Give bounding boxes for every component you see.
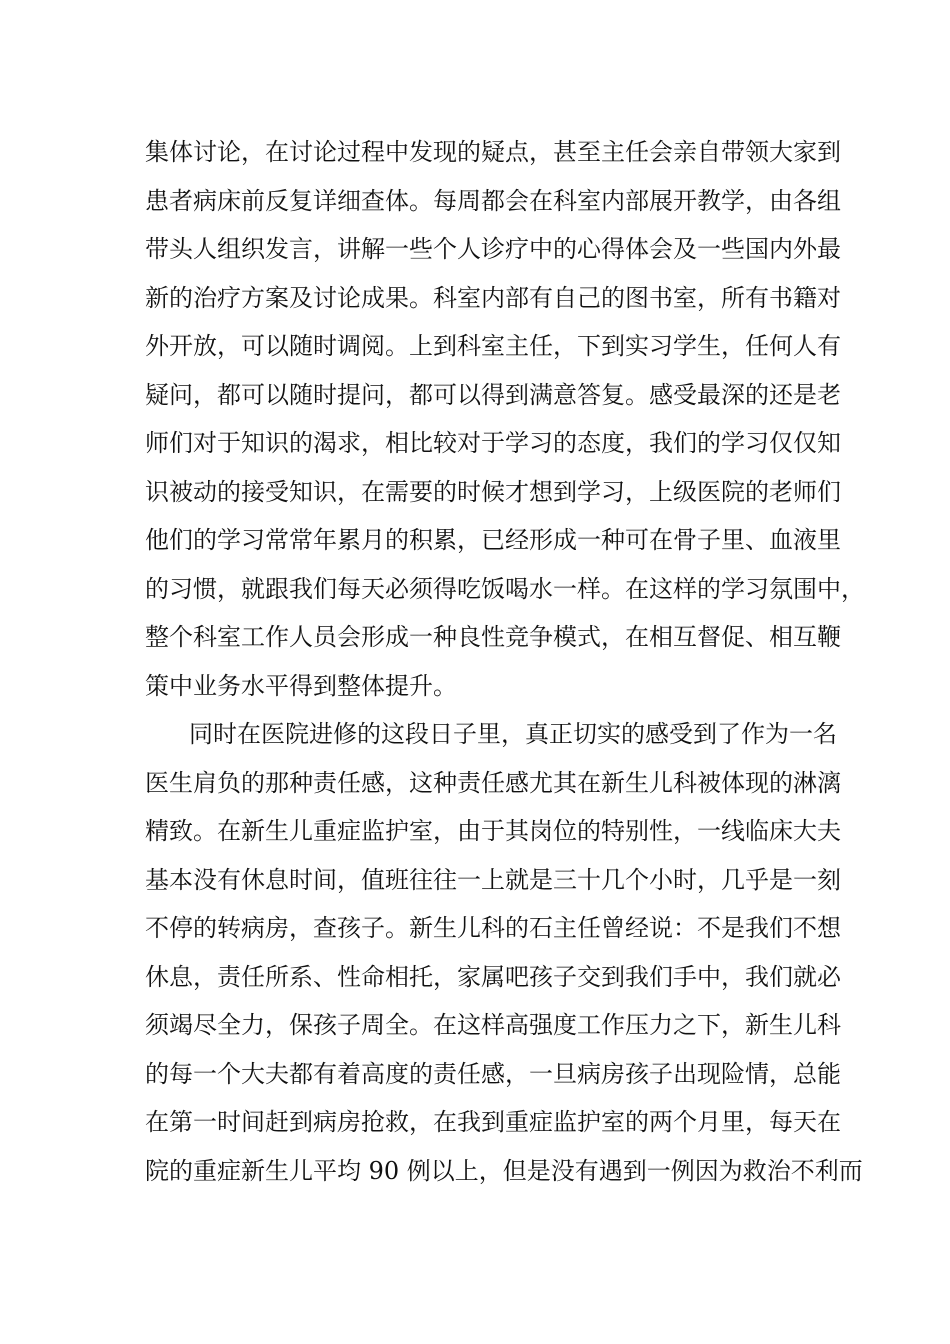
text-line: 患者病床前反复详细查体。每周都会在科室内部展开教学，由各组 bbox=[145, 186, 841, 215]
text-line: 医生肩负的那种责任感，这种责任感尤其在新生儿科被体现的淋漓 bbox=[145, 768, 841, 797]
text-line: 他们的学习常常年累月的积累，已经形成一种可在骨子里、血液里 bbox=[145, 526, 841, 554]
text-line: 的每一个大夫都有着高度的责任感，一旦病房孩子出现险情，总能 bbox=[145, 1059, 841, 1088]
paragraph-1 bbox=[145, 128, 865, 710]
text-line: 师们对于知识的渴求，相比较对于学习的态度，我们的学习仅仅知 bbox=[145, 429, 841, 457]
text-line: 同时在医院进修的这段日子里，真正切实的感受到了作为一名 bbox=[189, 720, 837, 748]
text-line: 整个科室工作人员会形成一种良性竞争模式，在相互督促、相互鞭 bbox=[145, 623, 841, 651]
text-line: 带头人组织发言，讲解一些个人诊疗中的心得体会及一些国内外最 bbox=[145, 235, 841, 263]
text-line: 疑问，都可以随时提问，都可以得到满意答复。感受最深的还是老 bbox=[145, 380, 841, 409]
text-line: 须竭尽全力，保孩子周全。在这样高强度工作压力之下，新生儿科 bbox=[145, 1011, 841, 1039]
text-line: 院的重症新生儿平均 90 例以上，但是没有遇到一例因为救治不利而 bbox=[145, 1156, 863, 1185]
text-line: 精致。在新生儿重症监护室，由于其岗位的特别性，一线临床大夫 bbox=[145, 817, 841, 845]
text-line: 休息，责任所系、性命相托，家属吧孩子交到我们手中，我们就必 bbox=[145, 962, 841, 991]
text-line: 在第一时间赶到病房抢救，在我到重症监护室的两个月里，每天在 bbox=[145, 1108, 841, 1136]
text-line: 策中业务水平得到整体提升。 bbox=[145, 671, 457, 700]
document-body bbox=[145, 128, 865, 1195]
text-line: 集体讨论，在讨论过程中发现的疑点，甚至主任会亲自带领大家到 bbox=[145, 138, 841, 166]
text-line: 不停的转病房，查孩子。新生儿科的石主任曾经说：不是我们不想 bbox=[145, 914, 841, 942]
text-line: 新的治疗方案及讨论成果。科室内部有自己的图书室，所有书籍对 bbox=[145, 283, 841, 312]
text-line: 的习惯，就跟我们每天必须得吃饭喝水一样。在这样的学习氛围中， bbox=[145, 574, 865, 603]
text-line: 基本没有休息时间，值班往往一上就是三十几个小时，几乎是一刻 bbox=[145, 865, 841, 894]
paragraph-2 bbox=[145, 710, 863, 1195]
text-line: 外开放，可以随时调阅。上到科室主任，下到实习学生，任何人有 bbox=[145, 332, 841, 360]
text-line: 识被动的接受知识，在需要的时候才想到学习，上级医院的老师们 bbox=[145, 477, 841, 506]
